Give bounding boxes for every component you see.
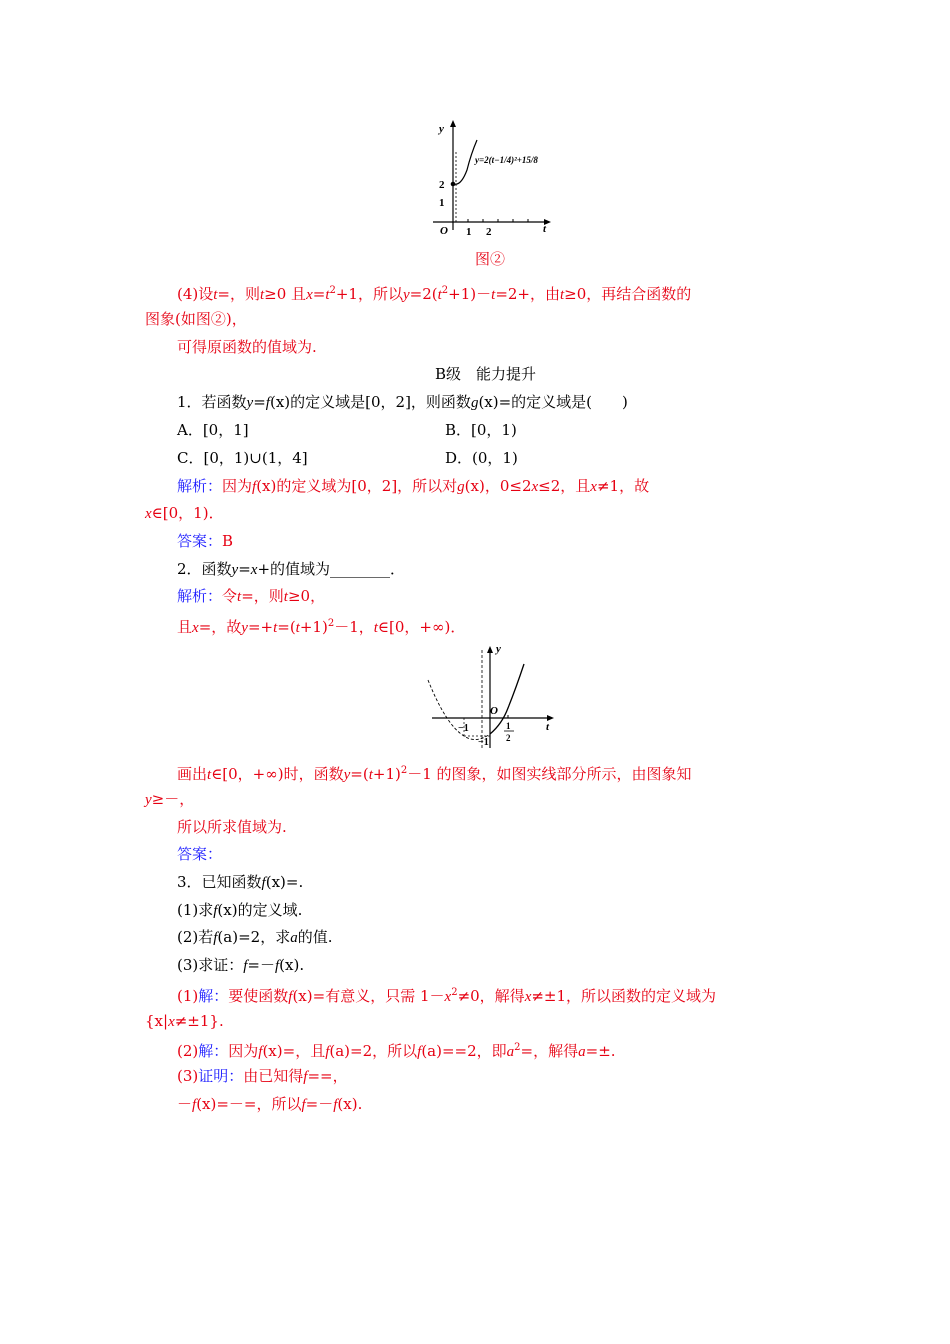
fig2-ytick-1: 1 bbox=[439, 197, 445, 209]
q1-option-d: D．(0，1) bbox=[445, 449, 518, 467]
figure-2-graph bbox=[425, 118, 565, 240]
q2-answer: 答案： bbox=[177, 845, 223, 863]
q3-solution1-line2: {x|x≠±1}. bbox=[145, 1012, 224, 1030]
q3-part2: (2)若f(a)=2，求a的值. bbox=[177, 928, 333, 946]
q3-part1: (1)求f(x)的定义域. bbox=[177, 901, 303, 919]
q1-solution-line1: 解析：因为f(x)的定义域为[0，2]，所以对g(x)，0≤2x≤2，且x≠1，故 bbox=[177, 477, 650, 495]
q3-stem: 3．已知函数f(x)=. bbox=[177, 873, 304, 891]
q1-solution-line2: x∈[0，1)． bbox=[145, 504, 224, 522]
part4-line1: (4)设t=，则t≥0 且$x=t^2+1$，所以$y=2(t^2+1)-t=2+$，由t≥0，再结合函数的 bbox=[177, 285, 692, 303]
q3-solution2: (2)解：因为f(x)=，且f(a)=2，所以f(a)==2，即$a^2=$，解得a=±. bbox=[177, 1042, 616, 1060]
q2-solution-line4: y≥－， bbox=[145, 790, 195, 808]
q2-graph-tick-neg1-y: −1 bbox=[478, 737, 489, 748]
q2-stem: 2．函数y=x+的值域为________． bbox=[177, 560, 406, 578]
q2-solution-line2: 且x=，故$y=+t=(t+1)^2-1$，t∈[0，+∞)． bbox=[177, 618, 466, 636]
q2-solution-line5: 所以所求值域为. bbox=[177, 818, 287, 836]
q1-stem: 1．若函数y=f(x)的定义域是[0，2]，则函数g(x)=的定义域是( ) bbox=[177, 393, 628, 411]
part4-line2: 图象(如图②)， bbox=[145, 310, 247, 328]
q2-graph bbox=[424, 640, 560, 752]
fig2-t-axis-label: t bbox=[543, 223, 547, 235]
fig2-y-axis-label: y bbox=[439, 123, 444, 135]
fig2-curve-label: y=2(t−1/4)²+15/8 bbox=[475, 155, 538, 165]
fig2-ytick-2: 2 bbox=[439, 179, 445, 191]
q3-solution1-line1: (1)解：要使函数f(x)=有意义，只需 $1-x^2\ne 0$，解得x≠±1，所以函数的定义域为 bbox=[177, 987, 717, 1005]
fig2-ttick-2: 2 bbox=[486, 226, 492, 238]
q2-solution-line1: 解析：令t=，则t≥0， bbox=[177, 587, 326, 605]
q3-part3: (3)求证：f=－f(x). bbox=[177, 956, 305, 974]
fig2-ttick-1: 1 bbox=[466, 226, 472, 238]
figure-2-caption: 图② bbox=[475, 250, 506, 268]
fig2-origin-label: O bbox=[440, 225, 448, 237]
part4-line3: 可得原函数的值域为. bbox=[177, 338, 317, 356]
q2-graph-origin-label: O bbox=[490, 705, 498, 717]
q2-graph-t-axis-label: t bbox=[546, 721, 550, 733]
q2-graph-tick-half-den: 2 bbox=[506, 733, 511, 743]
q3-solution3-line1: (3)证明：由已知得f==， bbox=[177, 1067, 348, 1085]
q3-solution3-line2: －f(x)=－=，所以f=－f(x). bbox=[177, 1095, 363, 1113]
section-title: B级 能力提升 bbox=[435, 365, 537, 383]
q2-solution-line3: 画出t∈[0，+∞)时，函数$y=(t+1)^2-1$ 的图象，如图实线部分所示，由图象知 bbox=[177, 765, 692, 783]
q1-option-c: C．[0，1)∪(1，4] bbox=[177, 449, 308, 467]
q2-graph-y-axis-label: y bbox=[496, 643, 501, 655]
q2-graph-tick-half-num: 1 bbox=[506, 721, 511, 731]
q1-option-a: A．[0，1] bbox=[177, 421, 249, 439]
q1-option-b: B．[0，1) bbox=[445, 421, 517, 439]
q1-answer: 答案：B bbox=[177, 532, 234, 550]
q2-graph-tick-neg1: −1 bbox=[458, 723, 469, 734]
